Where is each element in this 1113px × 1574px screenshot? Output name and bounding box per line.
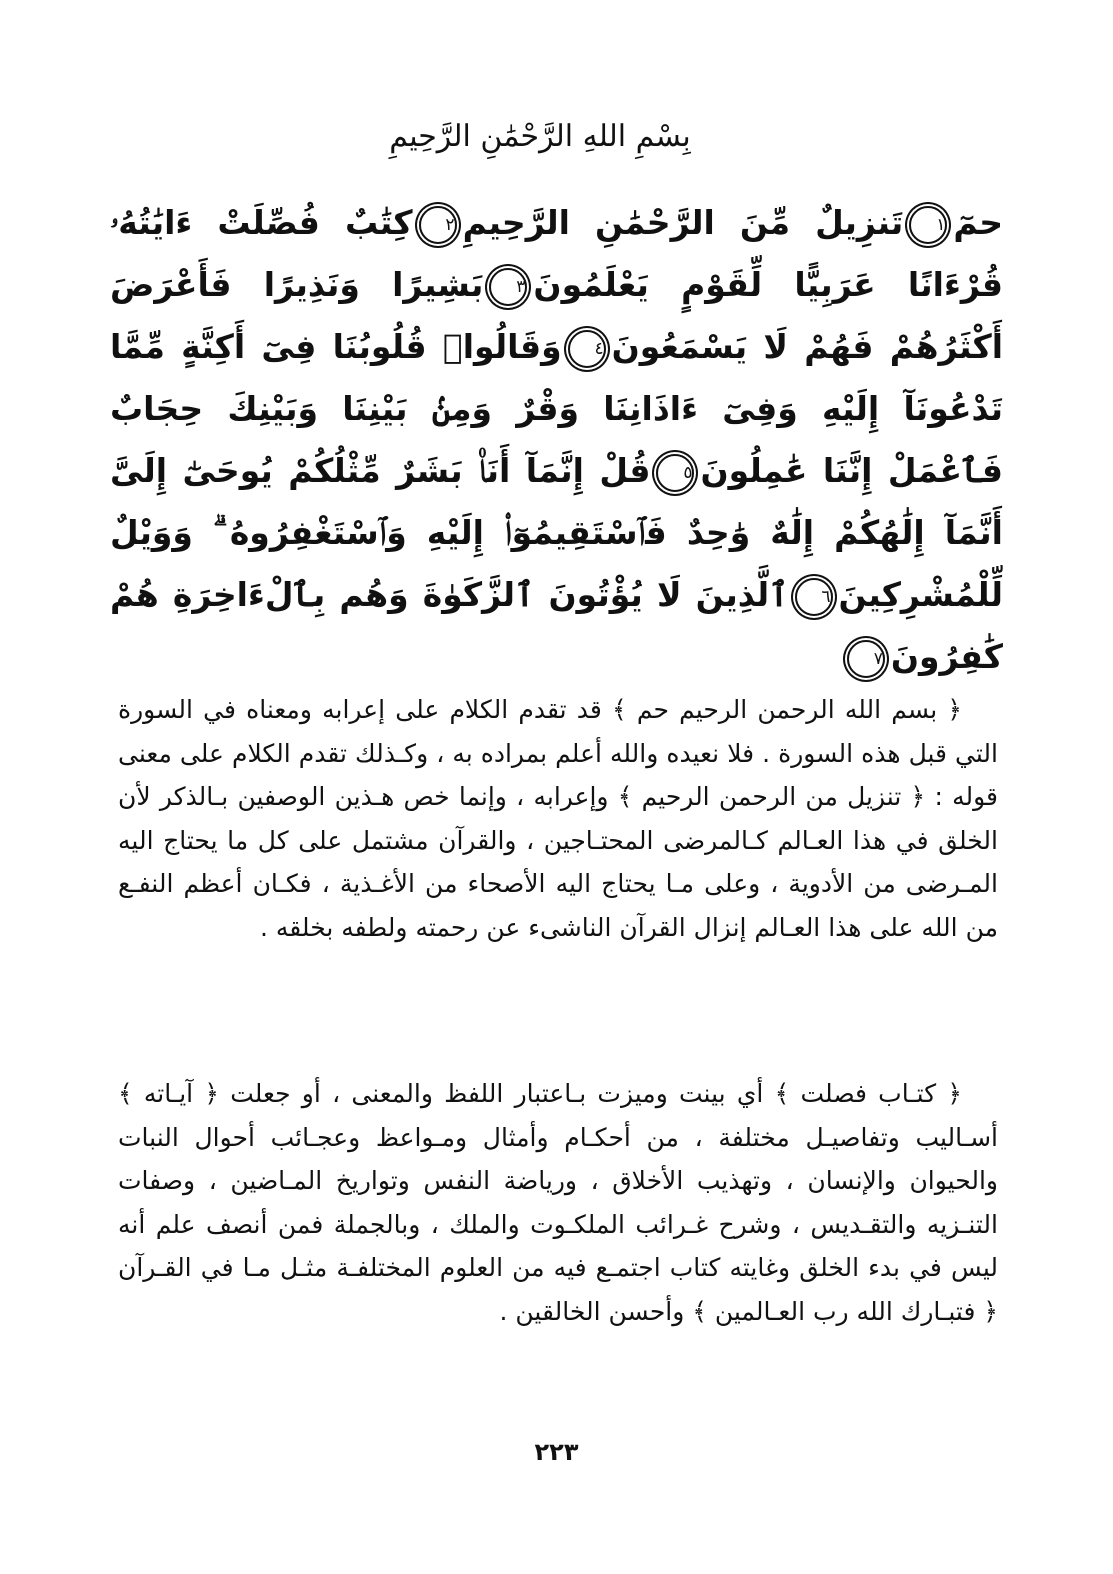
commentary-paragraph-2 (118, 1072, 998, 1334)
verse-number-marker: ٧ (847, 640, 885, 678)
quran-segment: بَشِيرًا وَنَذِيرًا فَأَعْرَضَ أَكْثَرُهُمْ فَهُمْ لَا يَسْمَعُونَ (110, 265, 1004, 366)
quran-segment: كِتَٰبٌ فُصِّلَتْ ءَايَٰتُهُۥ قُرْءَانًا عَرَبِيًّا لِّقَوْمٍ يَعْلَمُونَ (110, 203, 1003, 304)
quran-segment: حمٓ (953, 203, 1003, 242)
basmala-header: بِسْمِ اللهِ الرَّحْمَٰنِ الرَّحِيمِ (389, 119, 691, 154)
commentary-text: ﴿ بسم الله الرحمن الرحيم حم ﴾ قد تقدم الكلام على إعرابه ومعناه في السورة التي قبل هذه السورة . فلا نعيده والله أعلم بمراده به ، وكـذلك تقدم الكلام على معنى قوله : ﴿ تنزيل من الرحمن الرحيم ﴾ وإعرابه ، وإنما خص هـذين الوصفين بـالذكر لأن الخلق في هذا العـالم كـالمرضى المحتـاجين ، والقرآن مشتمل على كل ما يحتاج اليه المـرضى من الأدوية ، وعلى مـا يحتاج اليه الأصحاء من الأغـذية ، فكـان أعظم النفـع من الله على هذا العـالم إنزال القرآن الناشىء عن رحمته ولطفه بخلقه . (118, 695, 998, 942)
verse-number-marker: ٢ (419, 206, 457, 244)
quran-segment: وَقَالُوا۟ قُلُوبُنَا فِىٓ أَكِنَّةٍ مِّمَّا تَدْعُونَآ إِلَيْهِ وَفِىٓ ءَاذَانِنَا وَقْرٌ وَمِنۢ بَيْنِنَا وَبَيْنِكَ حِجَابٌ فَٱعْمَلْ إِنَّنَا عَٰمِلُونَ (110, 327, 1003, 490)
commentary-paragraph-1 (118, 688, 998, 950)
page-number: ٢٢٣ (534, 1438, 579, 1466)
quran-segment: قُلْ إِنَّمَآ أَنَا۠ بَشَرٌ مِّثْلُكُمْ يُوحَىٰٓ إِلَىَّ أَنَّمَآ إِلَٰهُكُمْ إِلَٰهٌ وَٰحِدٌ فَٱسْتَقِيمُوٓا۟ إِلَيْهِ وَٱسْتَغْفِرُوهُ ۗ وَوَيْلٌ لِّلْمُشْرِكِينَ (110, 451, 1003, 614)
quran-segment: ٱلَّذِينَ لَا يُؤْتُونَ ٱلزَّكَوٰةَ وَهُم بِٱلْءَاخِرَةِ هُمْ كَٰفِرُونَ (110, 575, 1003, 676)
verse-number-marker: ٦ (795, 578, 833, 616)
verse-number-marker: ٣ (489, 268, 527, 306)
commentary-text: ﴿ كتـاب فصلت ﴾ أي بينت وميزت بـاعتبار اللفظ والمعنى ، أو جعلت ﴿ آيـاته ﴾ أسـاليب وتفاصيـل مختلفة ، من أحكـام وأمثال ومـواعظ وعجـائب أحوال النبات والحيوان والإنسان ، وتهذيب الأخلاق ، ورياضة النفس وتواريخ المـاضين ، وصفات التنـزيه والتقـديس ، وشرح غـرائب الملكـوت والملك ، وبالجملة فمن أنصف علم أنه ليس في بدء الخلق وغايته كتاب اجتمـع فيه من العلوم المختلفـة مثـل مـا في القـرآن ﴿ فتبـارك الله رب العـالمين ﴾ وأحسن الخالقين . (118, 1079, 998, 1326)
verse-number-marker: ١ (909, 206, 947, 244)
verse-number-marker: ٤ (568, 330, 606, 368)
quran-segment: تَنزِيلٌ مِّنَ الرَّحْمَٰنِ الرَّحِيمِ (462, 203, 904, 242)
quran-verses-block (110, 192, 1003, 688)
verse-number-marker: ٥ (656, 454, 694, 492)
